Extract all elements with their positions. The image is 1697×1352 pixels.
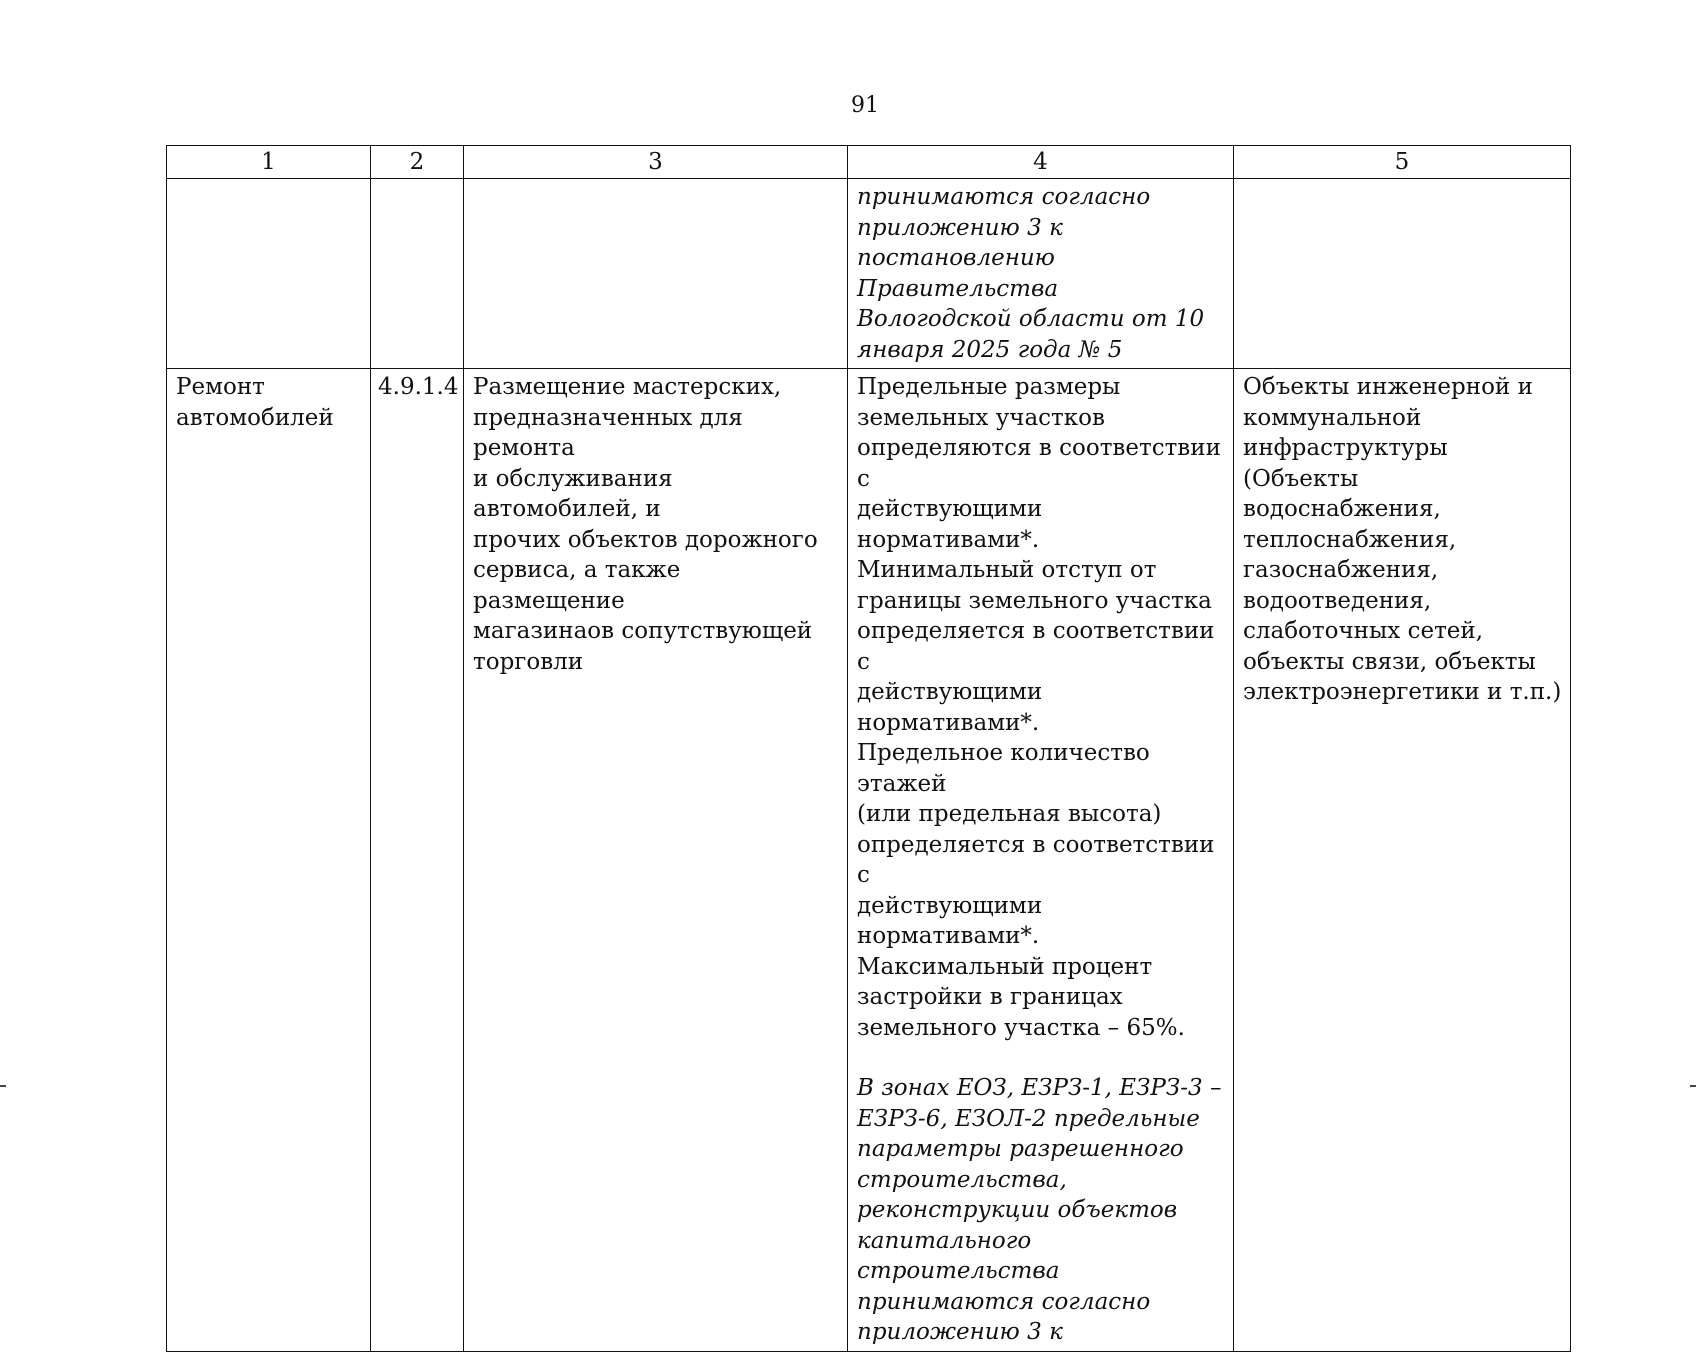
parameters-cell	[848, 369, 1234, 1352]
scan-edge-mark-left	[0, 1085, 6, 1087]
column-header-3: 3	[464, 146, 848, 179]
use-description-cell: Размещение мастерских, предназначенных для ремонта и обслуживания автомобилей, и прочих объектов дорожного сервиса, а также размещение магазинаов сопутствующей торговли	[464, 369, 848, 1352]
use-type-name-cell: Ремонт автомобилей	[167, 369, 371, 1352]
column-header-1: 1	[167, 146, 371, 179]
column-header-2: 2	[371, 146, 464, 179]
zoning-table	[166, 145, 1571, 1352]
column-header-5: 5	[1234, 146, 1571, 179]
parameters-zone-note: В зонах ЕОЗ, ЕЗРЗ-1, ЕЗРЗ-3 – ЕЗРЗ-6, ЕЗОЛ-2 предельные параметры разрешенного строительства, реконструкции объектов капитального строительства принимаются согласно приложению 3 к	[857, 1075, 1222, 1345]
auxiliary-uses-cell: Объекты инженерной и коммунальной инфраструктуры (Объекты водоснабжения, теплоснабжения, газоснабжения, водоотведения, слаботочных сетей, объекты связи, объекты электроэнергетики и т.п.)	[1234, 369, 1571, 1352]
table-row-continuation	[167, 179, 1571, 369]
scan-edge-mark-right	[1690, 1085, 1696, 1087]
paragraph-gap	[857, 1043, 1225, 1073]
parameters-text: Предельные размеры земельных участков определяются в соответствии с действующими нормативами*. Минимальный отступ от границы земельного участка определяется в соответствии с действующими нормативами*. Предельное количество этажей (или предельная высота) определяется в соответствии с действующими нормативами*. Максимальный процент застройки в границах земельного участка – 65%.	[857, 374, 1221, 1041]
cell-empty	[1234, 179, 1571, 369]
cell-empty	[464, 179, 848, 369]
cell-empty	[167, 179, 371, 369]
use-type-code-cell: 4.9.1.4	[371, 369, 464, 1352]
continuation-parameters-cell: принимаются согласно приложению 3 к постановлению Правительства Вологодской области от 10 января 2025 года № 5	[848, 179, 1234, 369]
table-header-row	[167, 146, 1571, 179]
page-number: 91	[851, 93, 879, 118]
cell-empty	[371, 179, 464, 369]
table-row	[167, 369, 1571, 1352]
column-header-4: 4	[848, 146, 1234, 179]
